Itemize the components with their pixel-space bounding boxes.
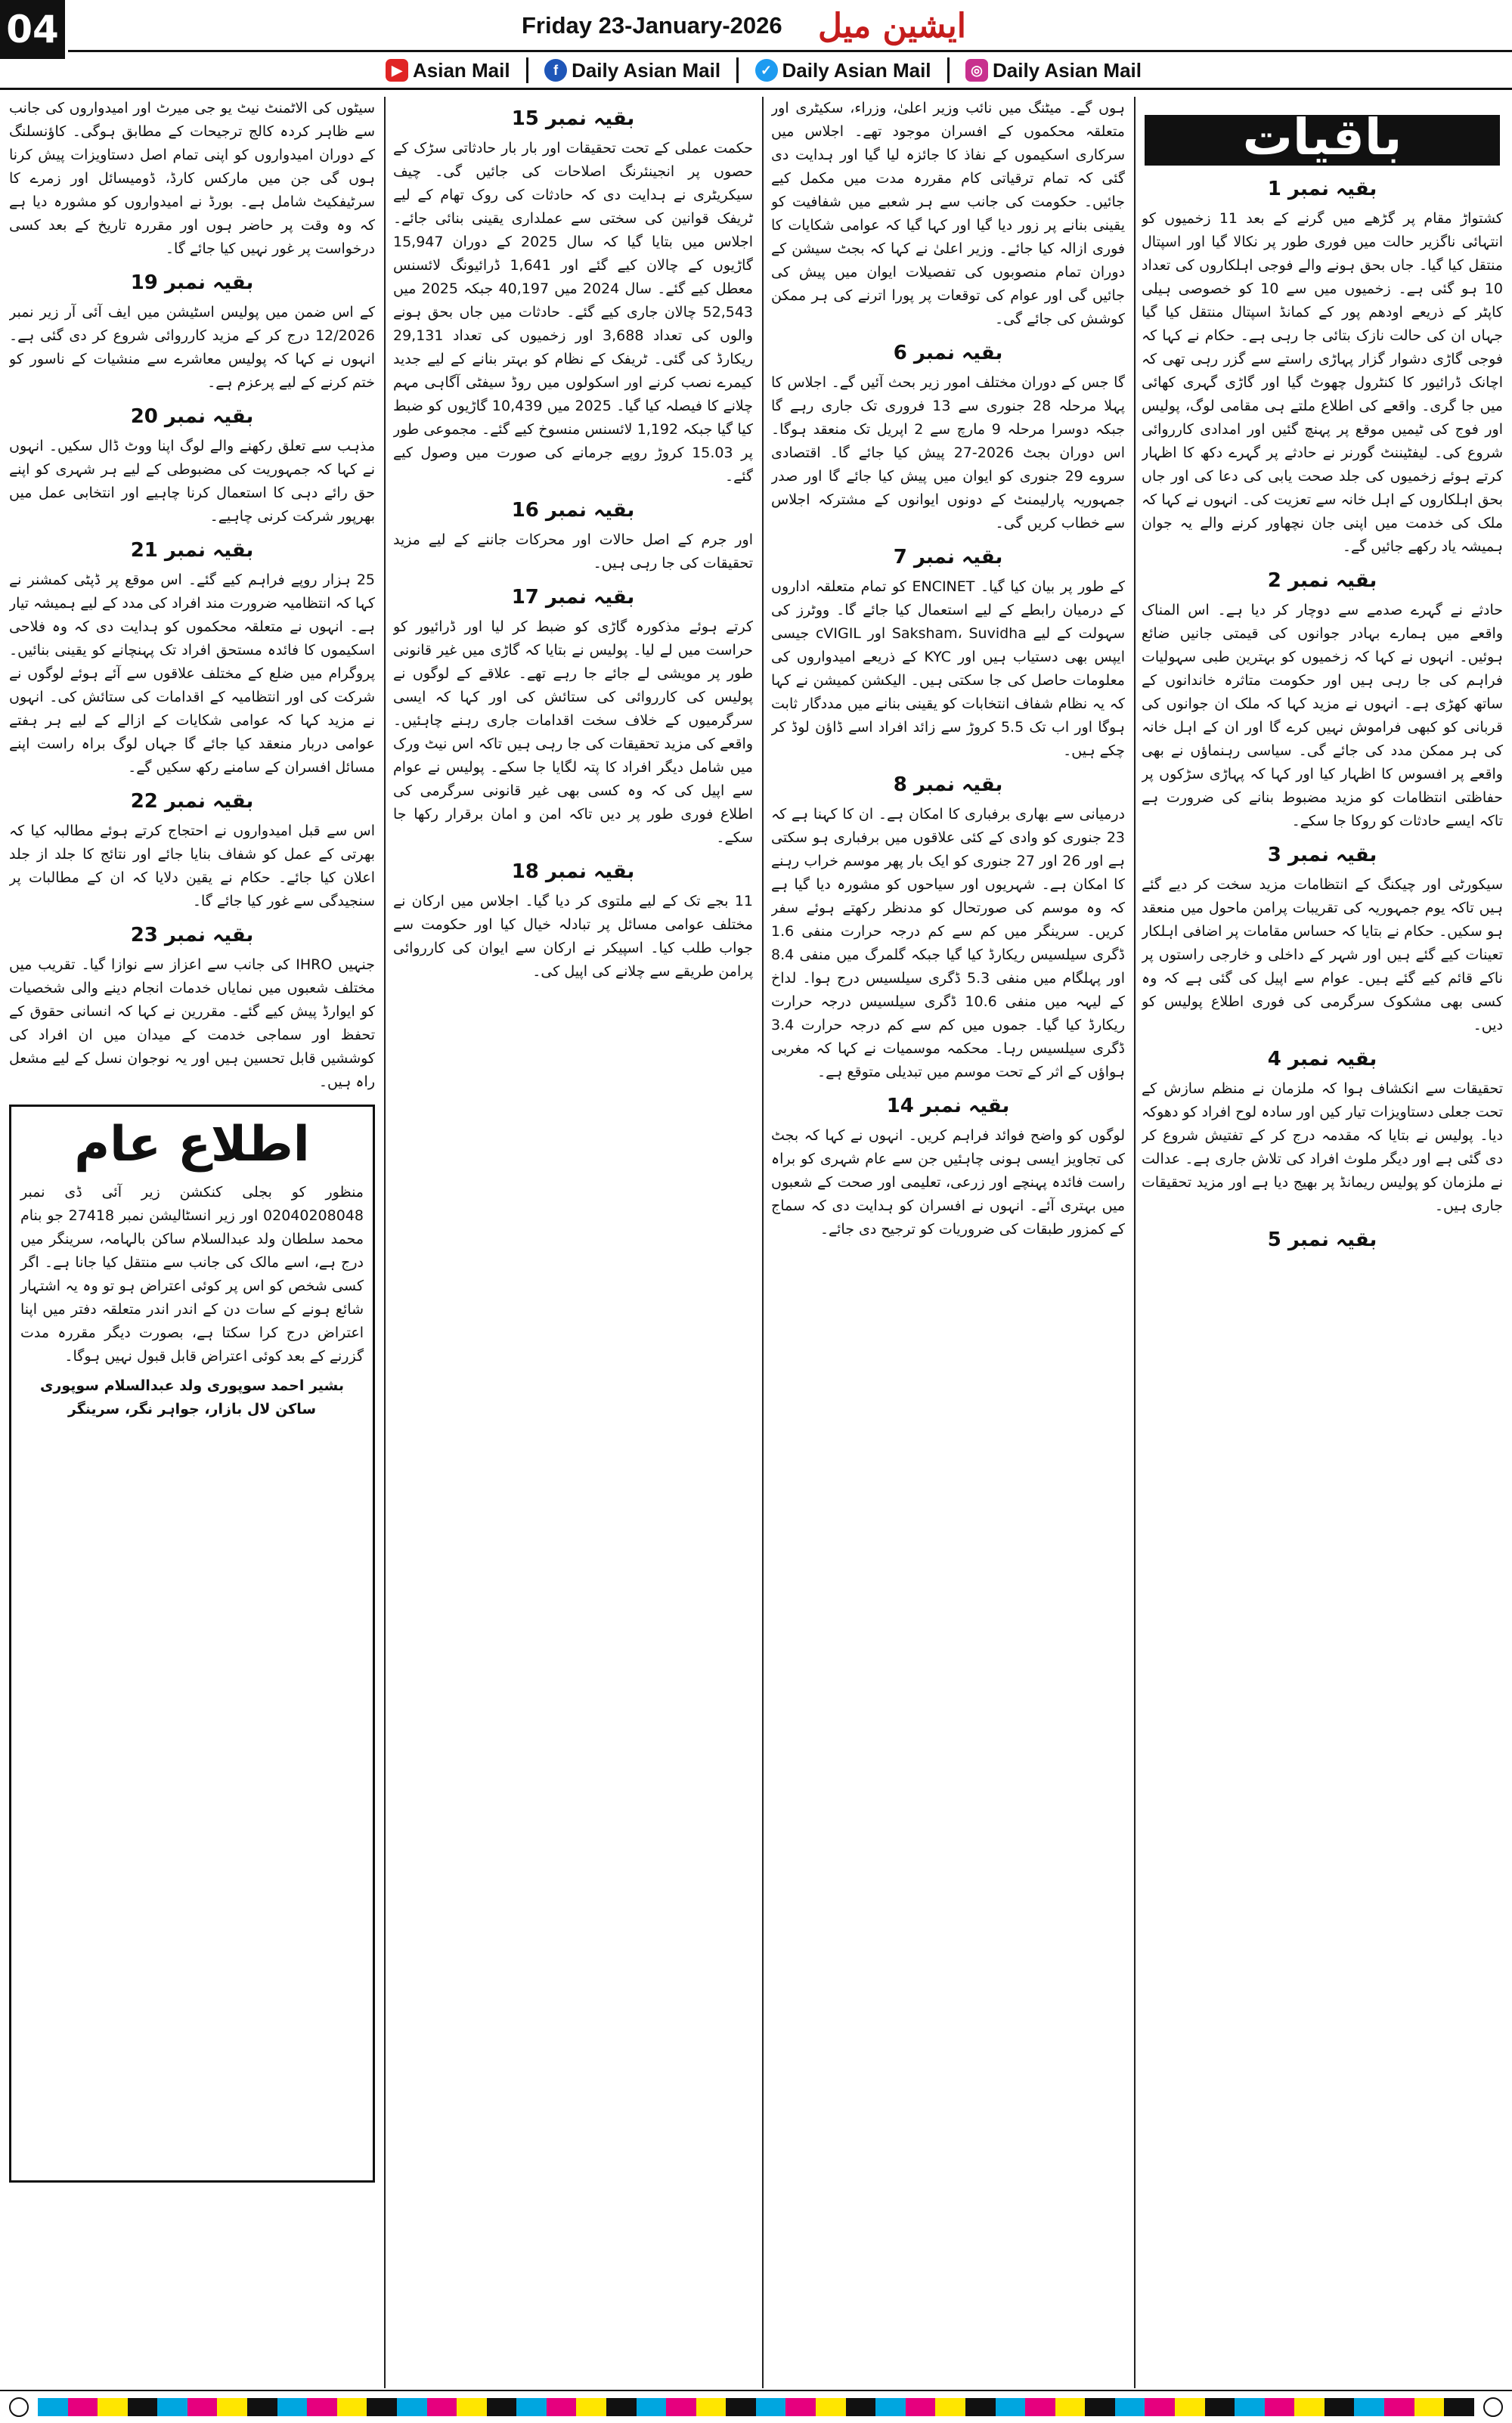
public-notice-box	[9, 1105, 375, 2183]
section-title: بقیہ نمبر 15	[511, 107, 635, 130]
registration-swatch	[1025, 2398, 1055, 2416]
section-title: بقیہ نمبر 18	[511, 860, 635, 883]
article-text: کرتے ہوئے مذکورہ گاڑی کو ضبط کر لیا اور ڈرائیور کو حراست میں لے لیا۔ پولیس نے بتایا کہ گاڑی میں غیر قانونی طور پر مویشی لے جائے جا رہے تھے۔ علاقے کے لوگوں نے پولیس کی کارروائی کی ستائش کی اور کہا کہ ایسی سرگرمیوں کے خلاف سخت اقدامات جاری رہنے چاہئیں۔ واقعے کی مزید تحقیقات کی جا رہی ہیں تاکہ اس نیٹ ورک میں شامل دیگر افراد کا پتہ لگایا جا سکے۔ پولیس نے عوام سے اپیل کی کہ وہ کسی بھی غیر قانونی سرگرمی کی اطلاع فوری طور پر دیں تاکہ امن و امان برقرار رکھا جا سکے۔	[393, 618, 753, 846]
column-divider	[762, 97, 764, 2388]
page-number: 04	[0, 0, 65, 59]
registration-swatch	[397, 2398, 427, 2416]
section-title: بقیہ نمبر 8	[893, 773, 1003, 796]
section-title: بقیہ نمبر 7	[893, 546, 1003, 569]
header-rule-bottom	[0, 88, 1512, 90]
registration-swatch	[576, 2398, 606, 2416]
color-bar	[38, 2398, 1474, 2416]
registration-swatch	[1354, 2398, 1384, 2416]
registration-mark-icon	[1483, 2397, 1503, 2417]
registration-swatch	[756, 2398, 786, 2416]
registration-swatch	[98, 2398, 128, 2416]
article-text: کے طور پر بیان کیا گیا۔ ENCINET کو تمام متعلقہ اداروں کے درمیان رابطے کے لیے استعمال کیا جائے گا۔ ووٹرز کی سہولت کے لیے Saksham، Suvidha اور cVIGIL جیسی ایپس بھی دستیاب ہیں اور KYC کے ذریعے امیدواروں کی معلومات حاصل کی جا سکتی ہیں۔ الیکشن کمیشن نے کہا کہ یہ نظام شفاف انتخابات کو یقینی بنانے میں مددگار ثابت ہوگا اور اب تک 5.5 کروڑ سے زائد افراد اسے ڈاؤن لوڈ کر چکے ہیں۔	[771, 578, 1125, 759]
section-title: بقیہ نمبر 21	[130, 539, 254, 562]
social-link-youtube[interactable]	[386, 59, 510, 82]
article-text: لوگوں کو واضح فوائد فراہم کریں۔ انہوں نے کہا کہ بجٹ کی تجاویز ایسی ہونی چاہئیں جن سے عام شہری کو براہ راست فائدہ پہنچے اور زرعی، تعلیمی اور صحت کے شعبوں میں بہتری آئے۔ انہوں نے افسران کو ہدایت دی کہ سماج کے کمزور طبقات کی ضروریات کو ترجیح دی جائے۔	[771, 1127, 1125, 1238]
registration-swatch	[247, 2398, 277, 2416]
section-title: بقیہ نمبر 17	[511, 586, 635, 609]
notice-text: منظور کو بجلی کنکشن زیر آئی ڈی نمبر 02040208048 اور زیر انسٹالیشن نمبر 27418 جو بنام محمد سلطان ولد عبدالسلام ساکن بالہامہ، سرینگر میں درج ہے، اسے مالک کی جانب سے منتقل کیا جانا ہے۔ اگر کسی شخص کو اس پر کوئی اعتراض ہو تو وہ یہ اشتہار شائع ہونے کے سات دن کے اندر اندر متعلقہ دفتر میں اپنا اعتراض درج کرا سکتا ہے، بصورت دیگر مقررہ مدت گزرنے کے بعد کوئی اعتراض قابل قبول نہیں ہوگا۔	[20, 1184, 364, 1365]
header-rule-top	[68, 50, 1512, 52]
article-text: سیٹوں کی الاٹمنٹ نیٹ یو جی میرٹ اور امیدواروں کی جانب سے ظاہر کردہ کالج ترجیحات کے مطابق ہوگی۔ کاؤنسلنگ کے دوران امیدواروں کو اپنی تمام اصل دستاویزات پیش کرنا ہوں گی جن میں مارکس کارڈ، ڈومیسائل اور زمرے کا سرٹیفکیٹ شامل ہے۔ بورڈ نے امیدواروں کو مشورہ دیا ہے کہ وہ وقت پر حاضر ہوں اور مقررہ تاریخ کے بعد کسی درخواست پر غور نہیں کیا جائے گا۔	[9, 100, 375, 257]
article-text: سیکورٹی اور چیکنگ کے انتظامات مزید سخت کر دیے گئے ہیں تاکہ یوم جمہوریہ کی تقریبات پرامن ماحول میں منعقد ہو سکیں۔ حکام نے بتایا کہ حساس مقامات پر اضافی اہلکار تعینات کیے گئے ہیں اور شہر کے داخلی و خارجی راستوں پر ناکے قائم کیے گئے ہیں۔ عوام سے اپیل کی گئی ہے کہ وہ کسی بھی مشکوک سرگرمی کی فوری اطلاع پولیس کو دیں۔	[1142, 876, 1503, 1033]
registration-swatch	[1325, 2398, 1355, 2416]
article-text: حکمت عملی کے تحت تحقیقات اور بار بار حادثاتی سڑک کے حصوں پر انجینئرنگ اصلاحات کی جائیں گی۔ چیف سیکریٹری نے ہدایت دی کہ حادثات کی روک تھام کے لیے ٹریفک قوانین کی سختی سے عملداری یقینی بنائی جائے۔ اجلاس میں بتایا گیا کہ سال 2025 کے دوران 15,947 گاڑیوں کے چالان کیے گئے اور 1,641 ڈرائیونگ لائسنس معطل کیے گئے۔ سال 2024 میں 40,197 جبکہ 2025 میں 52,543 چالان جاری کیے گئے۔ حادثات میں جاں بحق ہونے والوں کی تعداد 3,688 اور زخمیوں کی تعداد 29,131 ریکارڈ کی گئی۔ ٹریفک کے نظام کو بہتر بنانے کے لیے جدید کیمرے نصب کرنے اور اسکولوں میں روڈ سیفٹی آگاہی مہم چلانے کا فیصلہ کیا گیا۔ 2025 میں 10,439 گاڑیوں کو ضبط کیا گیا جبکہ 1,192 لائسنس منسوخ کیے گئے۔ مجموعی طور پر 15.03 کروڑ روپے جرمانے کی صورت میں وصول کیے گئے۔	[393, 140, 753, 485]
social-link-twitter[interactable]	[755, 59, 931, 82]
divider	[947, 57, 950, 83]
registration-swatch	[785, 2398, 816, 2416]
social-links-bar	[386, 56, 1142, 85]
notice-title: اطلاع عام	[74, 1117, 310, 1173]
section-banner: باقیات	[1145, 115, 1500, 166]
social-label: Daily Asian Mail	[993, 58, 1142, 82]
section-title: بقیہ نمبر 2	[1267, 569, 1377, 592]
section-title: بقیہ نمبر 20	[130, 405, 254, 428]
registration-swatch	[1265, 2398, 1295, 2416]
facebook-icon: f	[544, 59, 567, 82]
registration-swatch	[217, 2398, 247, 2416]
section-title: بقیہ نمبر 3	[1267, 844, 1377, 866]
registration-swatch	[516, 2398, 547, 2416]
registration-swatch	[277, 2398, 308, 2416]
registration-swatch	[187, 2398, 218, 2416]
registration-swatch	[427, 2398, 457, 2416]
registration-swatch	[666, 2398, 696, 2416]
registration-swatch	[935, 2398, 965, 2416]
article-text: کے اس ضمن میں پولیس اسٹیشن میں ایف آئی آر زیر نمبر 12/2026 درج کر کے مزید کارروائی شروع کر دی گئی ہے۔ انہوں نے کہا کہ پولیس معاشرے سے منشیات کے ناسور کو ختم کرنے کے لیے پرعزم ہے۔	[9, 304, 375, 391]
section-title: بقیہ نمبر 22	[130, 790, 254, 813]
masthead-logo: ایشین میل	[818, 6, 966, 45]
twitter-icon: ✓	[755, 59, 778, 82]
issue-date: Friday 23-January-2026	[522, 12, 782, 39]
registration-swatch	[1175, 2398, 1205, 2416]
registration-swatch	[637, 2398, 667, 2416]
registration-swatch	[965, 2398, 996, 2416]
article-text: درمیانی سے بھاری برفباری کا امکان ہے۔ ان کا کہنا ہے کہ 23 جنوری کو وادی کے کئی علاقوں میں برفباری ہو سکتی ہے اور 26 اور 27 جنوری کو ایک بار پھر موسم خراب رہنے کا امکان ہے۔ شہریوں اور سیاحوں کو مشورہ دیا گیا ہے کہ وہ موسم کی صورتحال کو مدنظر رکھتے ہوئے سفر کریں۔ سرینگر میں کم سے کم درجہ حرارت منفی 1.6 ڈگری سیلسیس ریکارڈ کیا گیا جبکہ گلمرگ میں منفی 8.4 اور پہلگام میں منفی 5.3 ڈگری سیلسیس درج ہوا۔ لداخ کے لیہہ میں منفی 10.6 ڈگری سیلسیس درجہ حرارت ریکارڈ کیا گیا۔ جموں میں کم سے کم درجہ حرارت 3.4 ڈگری سیلسیس رہا۔ محکمہ موسمیات نے کہا کہ مغربی ہواؤں کے اثر کے تحت موسم میں تبدیلی متوقع ہے۔	[771, 806, 1125, 1080]
registration-swatch	[367, 2398, 397, 2416]
registration-swatch	[726, 2398, 756, 2416]
registration-mark-icon	[9, 2397, 29, 2417]
registration-swatch	[1115, 2398, 1145, 2416]
youtube-icon: ▶	[386, 59, 408, 82]
registration-swatch	[68, 2398, 98, 2416]
article-text: حادثے نے گہرے صدمے سے دوچار کر دیا ہے۔ اس المناک واقعے میں ہمارے بہادر جوانوں کی قیمتی جانیں ضائع ہوئیں۔ انہوں نے کہا کہ زخمیوں کو بہترین طبی سہولیات فراہم کی جا رہی ہیں اور حکومت متاثرہ خاندانوں کے ساتھ کھڑی ہے۔ انہوں نے مزید کہا کہ ملک ان جوانوں کی قربانی کو کبھی فراموش نہیں کرے گا اور ان کے اہل خانہ کی ہر ممکن مدد کی جائے گی۔ سیاسی رہنماؤں نے بھی واقعے پر افسوس کا اظہار کیا اور کہا کہ پہاڑی سڑکوں پر حفاظتی انتظامات کو مزید مضبوط بنانے کی ضرورت ہے تاکہ ایسے حادثات کو روکا جا سکے۔	[1142, 602, 1503, 829]
article-text: 25 ہزار روپے فراہم کیے گئے۔ اس موقع پر ڈپٹی کمشنر نے کہا کہ انتظامیہ ضرورت مند افراد کی مدد کے لیے ہمیشہ تیار ہے۔ انہوں نے متعلقہ محکموں کو ہدایت دی کہ وہ فلاحی اسکیموں کا فائدہ مستحق افراد تک پہنچانے کو یقینی بنائیں۔ پروگرام میں ضلع کے مختلف علاقوں سے آئے ہوئے لوگوں نے شرکت کی اور انتظامیہ کے اقدامات کی ستائش کی۔ انہوں نے مزید کہا کہ عوامی شکایات کے ازالے کے لیے ہر ہفتے عوامی دربار منعقد کیا جائے گا جہاں لوگ براہ راست اپنے مسائل افسران کے سامنے رکھ سکیں گے۔	[9, 572, 375, 776]
registration-swatch	[128, 2398, 158, 2416]
registration-swatch	[1444, 2398, 1474, 2416]
divider	[526, 57, 528, 83]
registration-swatch	[487, 2398, 517, 2416]
section-title: بقیہ نمبر 6	[893, 342, 1003, 364]
article-text: جنہیں IHRO کی جانب سے اعزاز سے نوازا گیا۔ تقریب میں مختلف شعبوں میں نمایاں خدمات انجام دینے والی شخصیات کو ایوارڈ پیش کیے گئے۔ مقررین نے کہا کہ انسانی حقوق کے تحفظ اور سماجی خدمت کے میدان میں ان افراد کی کوششیں قابل تحسین ہیں اور یہ نوجوان نسل کے لیے مشعل راہ ہیں۔	[9, 956, 375, 1090]
registration-swatch	[157, 2398, 187, 2416]
section-title: بقیہ نمبر 19	[130, 271, 254, 294]
social-label: Daily Asian Mail	[572, 58, 721, 82]
article-text: 11 بجے تک کے لیے ملتوی کر دیا گیا۔ اجلاس میں ارکان نے مختلف عوامی مسائل پر تبادلہ خیال کیا اور حکومت سے جواب طلب کیا۔ اسپیکر نے ارکان سے ایوان کی کارروائی پرامن طریقے سے چلانے کی اپیل کی۔	[393, 893, 753, 980]
social-link-instagram[interactable]	[965, 59, 1142, 82]
instagram-icon: ◎	[965, 59, 988, 82]
section-title: بقیہ نمبر 1	[1267, 178, 1377, 200]
registration-swatch	[875, 2398, 906, 2416]
registration-swatch	[547, 2398, 577, 2416]
article-text: اس سے قبل امیدواروں نے احتجاج کرتے ہوئے مطالبہ کیا کہ بھرتی کے عمل کو شفاف بنایا جائے اور نتائج کا جلد از جلد اعلان کیا جائے۔ حکام نے یقین دلایا کہ ان کے مطالبات پر سنجیدگی سے غور کیا جائے گا۔	[9, 823, 375, 909]
social-label: Asian Mail	[413, 58, 510, 82]
print-registration-strip	[0, 2390, 1512, 2423]
section-title: بقیہ نمبر 5	[1267, 1229, 1377, 1251]
notice-signature: بشیر احمد سوپوری ولد عبدالسلام سوپوری ساکن لال بازار، جواہر نگر، سرینگر	[40, 1377, 344, 1418]
article-text: مذہب سے تعلق رکھنے والے لوگ اپنا ووٹ ڈال سکیں۔ انہوں نے کہا کہ جمہوریت کی مضبوطی کے لیے ہر شہری کو اپنے حق رائے دہی کا استعمال کرنا چاہیے اور انتخابی عمل میں بھرپور شرکت کرنی چاہیے۔	[9, 438, 375, 525]
registration-swatch	[1085, 2398, 1115, 2416]
column-4	[9, 97, 375, 2388]
registration-swatch	[1294, 2398, 1325, 2416]
registration-swatch	[1384, 2398, 1414, 2416]
section-title: بقیہ نمبر 23	[130, 924, 254, 947]
article-text: تحقیقات سے انکشاف ہوا کہ ملزمان نے منظم سازش کے تحت جعلی دستاویزات تیار کیں اور سادہ لوح افراد کو دھوکہ دیا۔ پولیس نے بتایا کہ مقدمہ درج کر کے تفتیش شروع کر دی گئی ہے اور دیگر ملوث افراد کی تلاش جاری ہے۔ عدالت نے ملزمان کو پولیس ریمانڈ پر بھیج دیا ہے اور مزید تحقیقات جاری ہیں۔	[1142, 1080, 1503, 1214]
social-link-facebook[interactable]	[544, 59, 720, 82]
article-text: ہوں گے۔ میٹنگ میں نائب وزیر اعلیٰ، وزراء، سکیٹری اور متعلقہ محکموں کے افسران موجود تھے۔ اجلاس میں سرکاری اسکیموں کے نفاذ کا جائزہ لیا گیا اور ہدایت دی گئی کہ تمام ترقیاتی کام مقررہ مدت میں مکمل کیے جائیں۔ حکومت کی جانب سے ہر شعبے میں شفافیت کو یقینی بنانے پر زور دیا گیا اور کہا گیا کہ عوامی شکایات کا فوری ازالہ کیا جائے۔ وزیر اعلیٰ نے کہا کہ بجٹ سیشن کے دوران تمام منصوبوں کی تفصیلات ایوان میں پیش کی جائیں گی اور عوام کی توقعات پر پورا اترنے کی ہر ممکن کوشش کی جائے گی۔	[771, 100, 1125, 327]
column-baqiyat	[1142, 97, 1503, 2388]
registration-swatch	[457, 2398, 487, 2416]
registration-swatch	[606, 2398, 637, 2416]
registration-swatch	[38, 2398, 68, 2416]
section-title: بقیہ نمبر 14	[886, 1095, 1010, 1117]
column-divider	[1134, 97, 1136, 2388]
article-text: گا جس کے دوران مختلف امور زیر بحث آئیں گے۔ اجلاس کا پہلا مرحلہ 28 جنوری سے 13 فروری تک جاری رہے گا جبکہ دوسرا مرحلہ 9 مارچ سے 2 اپریل تک منعقد ہوگا۔ اس دوران بجٹ 2026-27 پیش کیا جائے گا۔ اقتصادی سروے 29 جنوری کو ایوان میں پیش کیا جائے گا اور صدر جمہوریہ پارلیمنٹ کے دونوں ایوانوں کے مشترکہ اجلاس سے خطاب کریں گی۔	[771, 374, 1125, 531]
column-3	[393, 97, 753, 2388]
registration-swatch	[337, 2398, 367, 2416]
registration-swatch	[1205, 2398, 1235, 2416]
section-title: بقیہ نمبر 16	[511, 499, 635, 522]
registration-swatch	[996, 2398, 1026, 2416]
registration-swatch	[906, 2398, 936, 2416]
registration-swatch	[1145, 2398, 1175, 2416]
registration-swatch	[1414, 2398, 1445, 2416]
registration-swatch	[696, 2398, 727, 2416]
social-label: Daily Asian Mail	[782, 58, 931, 82]
registration-swatch	[1055, 2398, 1086, 2416]
registration-swatch	[846, 2398, 876, 2416]
registration-swatch	[1235, 2398, 1265, 2416]
section-title: بقیہ نمبر 4	[1267, 1048, 1377, 1071]
column-divider	[384, 97, 386, 2388]
article-text: کشتواڑ مقام پر گڑھے میں گرنے کے بعد 11 زخمیوں کو انتہائی ناگزیر حالت میں فوری طور پر نکالا گیا اور اسپتال منتقل کیا گیا۔ جاں بحق ہونے والے فوجی اہلکاروں کی تعداد 10 ہو گئی ہے۔ زخمیوں میں سے 10 کو خصوصی ہیلی کاپٹر کے ذریعے اودھم پور کے کمانڈ اسپتال منتقل کیا گیا جہاں ان کی حالت نازک بتائی جا رہی ہے۔ حکام نے کہا کہ فوجی گاڑی دشوار گزار پہاڑی راستے سے گزر رہی تھی کہ اچانک ڈرائیور کا کنٹرول چھوٹ گیا اور گاڑی گہری کھائی میں جا گری۔ واقعے کی اطلاع ملتے ہی مقامی لوگ، پولیس اور فوج کی ٹیمیں موقع پر پہنچ گئیں اور امدادی کارروائی شروع کی۔ لیفٹیننٹ گورنر نے حادثے پر گہرے دکھ کا اظہار کرتے ہوئے زخمیوں کی جلد صحت یابی کی دعا کی اور جاں بحق اہلکاروں کے اہل خانہ سے تعزیت کی۔ انہوں نے کہا کہ ملک کی خدمت میں اپنی جان نچھاور کرنے والے یہ جوان ہمیشہ یاد رکھے جائیں گے۔	[1142, 210, 1503, 555]
divider	[736, 57, 739, 83]
article-text: اور جرم کے اصل حالات اور محرکات جاننے کے لیے مزید تحقیقات کی جا رہی ہیں۔	[393, 531, 753, 572]
registration-swatch	[307, 2398, 337, 2416]
column-2	[771, 97, 1125, 2388]
registration-swatch	[816, 2398, 846, 2416]
